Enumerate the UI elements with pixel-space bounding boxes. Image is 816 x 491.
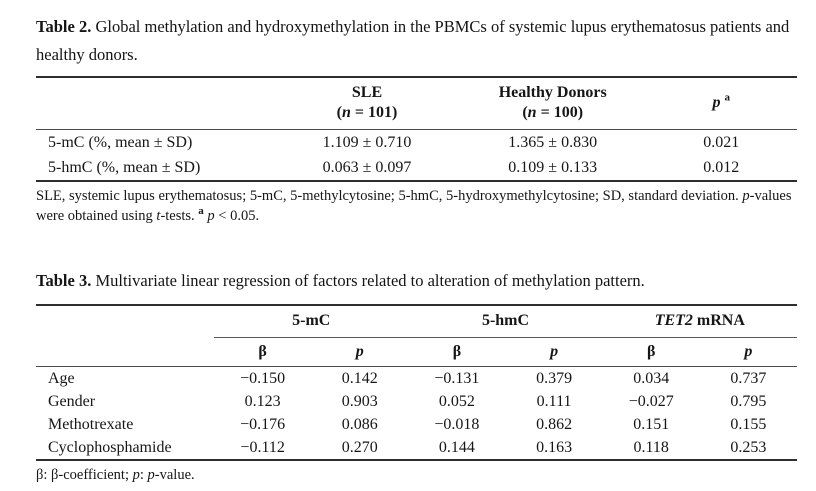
value-cell: 0.903 <box>341 392 378 410</box>
table2-caption-label: Table 2. <box>36 17 92 36</box>
table3-group-tet2: TET2 mRNA <box>603 305 797 337</box>
value-cell: 0.034 <box>633 369 670 387</box>
value-cell: 0.109 ± 0.133 <box>508 159 598 176</box>
table2-header-p: p $^a$ <box>712 91 731 111</box>
table3-footnote: β: β-coefficient; p: p-value. <box>36 466 195 483</box>
value-cell: 0.253 <box>730 438 767 456</box>
table2-header-row <box>36 77 797 130</box>
p-header: p <box>744 342 753 360</box>
table3-group-header-row <box>36 305 797 337</box>
value-cell: 0.086 <box>341 415 378 433</box>
value-cell: 0.795 <box>730 392 767 410</box>
value-cell: 0.144 <box>438 438 475 456</box>
table3-group-5hmc: 5-hmC <box>408 305 602 337</box>
table3-caption-label: Table 3. <box>36 271 92 290</box>
table3-group-5mc: 5-mC <box>214 305 408 337</box>
table3-row-age <box>36 366 797 390</box>
value-cell: 0.063 ± 0.097 <box>322 159 412 176</box>
value-cell: 0.118 <box>633 438 669 456</box>
value-cell: 0.270 <box>341 438 378 456</box>
row-label: Age <box>48 369 75 387</box>
table3-group-empty <box>36 305 214 337</box>
table3 <box>36 304 797 461</box>
table3-row-cyclophosphamide <box>36 436 797 460</box>
table2-header-empty <box>36 77 274 130</box>
row-label: Gender <box>48 392 96 410</box>
value-cell: 1.109 ± 0.710 <box>322 134 412 151</box>
value-cell: −0.176 <box>240 415 286 433</box>
value-cell: 0.862 <box>536 415 573 433</box>
row-label: 5-hmC (%, mean ± SD) <box>48 159 201 176</box>
table2 <box>36 76 797 182</box>
table2-header-sle-n: (n = 101) <box>336 104 398 121</box>
table2-row-5mc <box>36 130 797 156</box>
table3-caption-text: Multivariate linear regression of factors related to alteration of methylation pattern. <box>95 271 645 290</box>
value-cell: 0.163 <box>536 438 573 456</box>
value-cell: 0.379 <box>536 369 573 387</box>
table2-row-5hmc <box>36 155 797 181</box>
beta-header: β <box>258 342 267 360</box>
value-cell: 0.123 <box>244 392 281 410</box>
table2-header-healthy-n: (n = 100) <box>522 104 584 121</box>
table2-caption <box>36 13 797 69</box>
row-label: Cyclophosphamide <box>48 438 172 456</box>
value-cell: 0.155 <box>730 415 767 433</box>
beta-header: β <box>646 342 656 360</box>
value-cell: 0.052 <box>438 392 475 410</box>
table2-header-healthy <box>460 77 646 130</box>
table3-row-gender <box>36 390 797 413</box>
value-cell: −0.027 <box>628 392 674 410</box>
row-label: 5-mC (%, mean ± SD) <box>48 134 193 151</box>
table3-row-methotrexate <box>36 413 797 436</box>
value-cell: 0.151 <box>633 415 670 433</box>
value-cell: −0.112 <box>240 438 285 456</box>
table2-header-sle <box>274 77 460 130</box>
value-cell: −0.018 <box>434 415 480 433</box>
value-cell: 0.142 <box>341 369 378 387</box>
beta-header: β <box>452 342 462 360</box>
value-cell: 0.737 <box>730 369 767 387</box>
value-cell: 1.365 ± 0.830 <box>508 134 598 151</box>
table2-footnote: SLE, systemic lupus erythematosus; 5-mC, 5-methylcytosine; 5-hmC, 5-hydroxymethylcytosine; SD, standard deviation. p-values were obtained using t-tests. $^a$ p < 0.05. <box>36 188 792 224</box>
value-cell: 0.111 <box>536 392 572 410</box>
value-cell: 0.021 <box>703 134 740 151</box>
value-cell: 0.012 <box>703 159 740 176</box>
p-header: p <box>550 342 559 360</box>
value-cell: −0.150 <box>240 369 286 387</box>
table2-header-sle-title: SLE <box>351 84 383 101</box>
row-label: Methotrexate <box>48 415 134 433</box>
table2-header-healthy-title: Healthy Donors <box>498 84 607 101</box>
table2-caption-text: Global methylation and hydroxymethylation in the PBMCs of systemic lupus erythematosus patients and healthy donors. <box>36 17 790 64</box>
p-header: p <box>355 342 364 360</box>
value-cell: −0.131 <box>434 369 480 387</box>
table3-caption <box>36 267 797 295</box>
table3-subheader-empty <box>36 337 214 366</box>
table3-subheader-row <box>36 337 797 366</box>
